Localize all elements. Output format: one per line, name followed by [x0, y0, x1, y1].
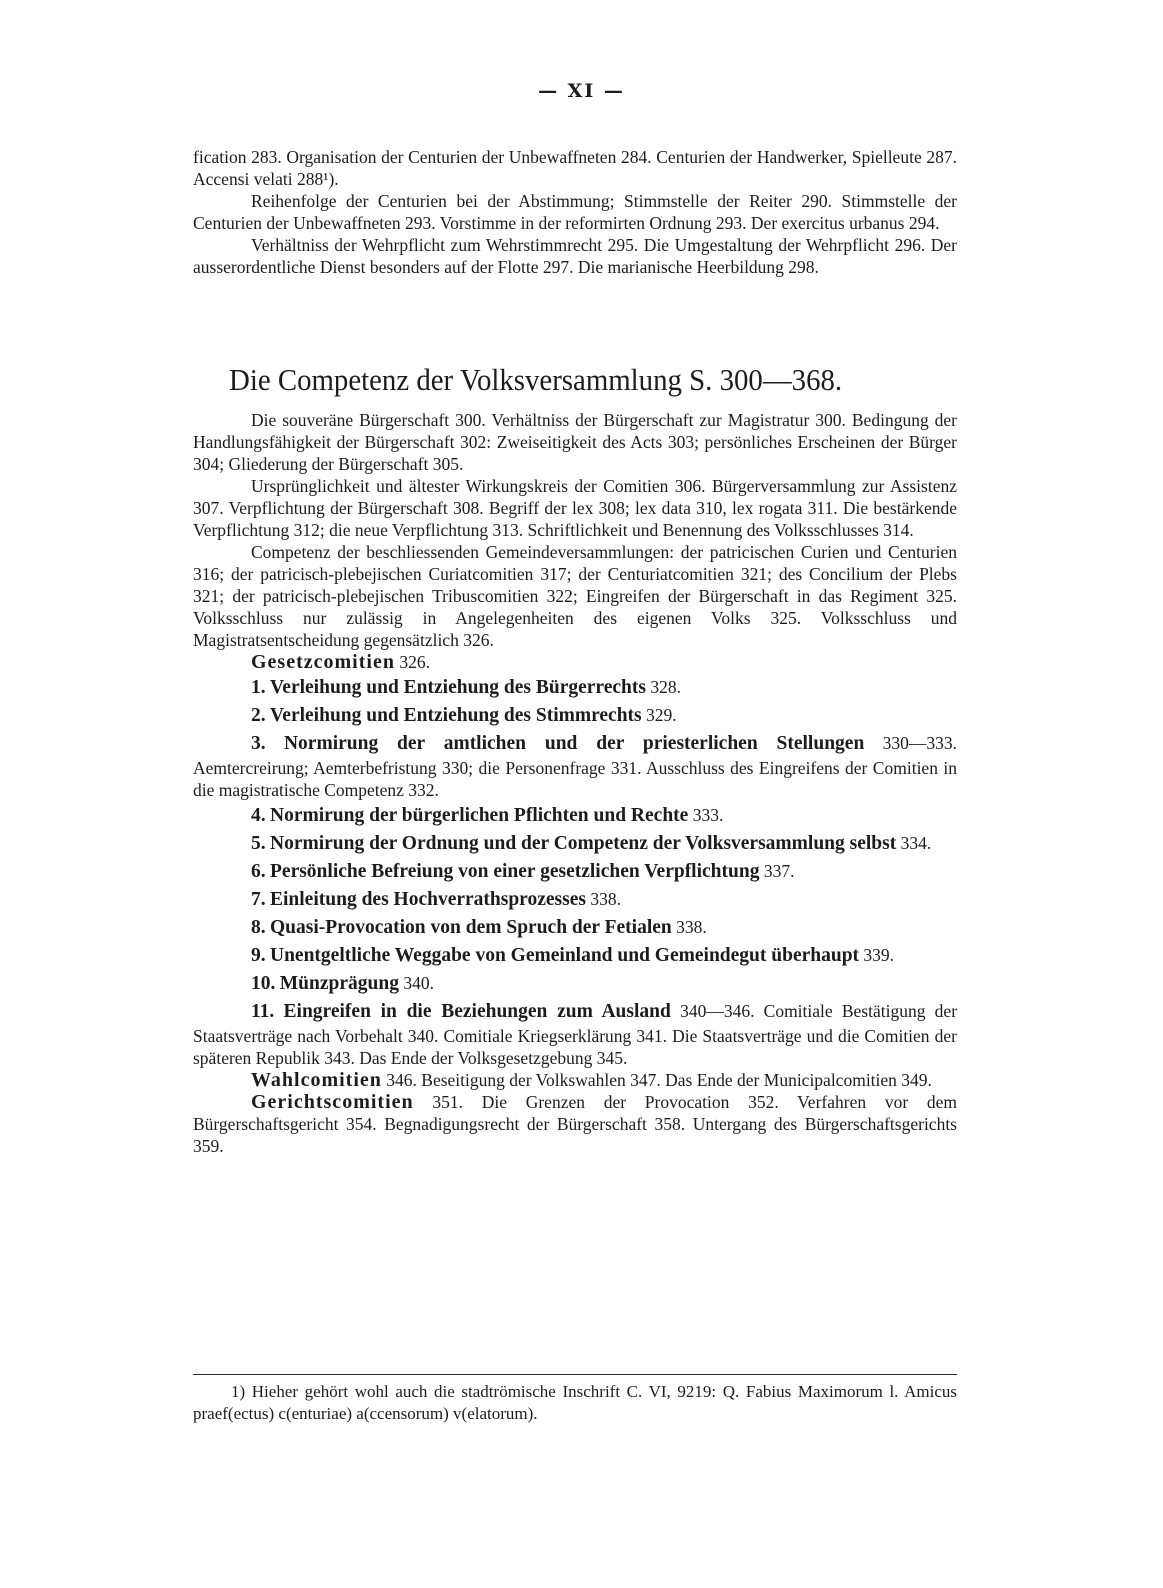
item-title: Verleihung und Entziehung des Bürgerrechts: [270, 677, 646, 698]
item-number: 9.: [251, 945, 266, 966]
item-title: Quasi-Provocation von dem Spruch der Fetialen: [270, 917, 672, 938]
numbered-item: [193, 998, 957, 1069]
numbered-item: [193, 886, 957, 913]
numbered-item: [193, 942, 957, 969]
item-title: Persönliche Befreiung von einer gesetzlichen Verpflichtung: [270, 861, 760, 882]
item-number: 11.: [251, 1001, 275, 1022]
section-heading: Die Competenz der Volksversammlung S. 300—368.: [229, 362, 843, 397]
item-title: Unentgeltliche Weggabe von Gemeinland und Gemeindegut überhaupt: [270, 945, 860, 966]
item-number: 2.: [251, 705, 266, 726]
paragraph: Verhältniss der Wehrpflicht zum Wehrstimmrecht 295. Die Umgestaltung der Wehrpflicht 296. Der ausserordentliche Dienst besonders auf der Flotte 297. Die marianische Heerbildung 298.: [193, 235, 957, 277]
paragraph: Reihenfolge der Centurien bei der Abstimmung; Stimmstelle der Reiter 290. Stimmstelle der Centurien der Unbewaffneten 293. Vorstimme in der reformirten Ordnung 293. Der exercitus urbanus 294.: [193, 191, 957, 233]
item-number: 7.: [251, 889, 266, 910]
item-text: 333.: [692, 805, 724, 825]
intro-section: [193, 146, 957, 278]
item-number: 4.: [251, 805, 266, 826]
paragraph: Die souveräne Bürgerschaft 300. Verhältniss der Bürgerschaft zur Magistratur 300. Bedingung der Handlungsfähigkeit der Bürgerschaft 302: Zweiseitigkeit des Acts 303; persönliches Erscheinen der Bürger 304; Gliederung der Bürgerschaft 305.: [193, 410, 957, 474]
paragraph: Competenz der beschliessenden Gemeindeversammlungen: der patricischen Curien und Centurien 316; der patricisch-plebejischen Curiatcomitien 317; der Centuriatcomitien 321; des Concilium der Plebs 321; der patricisch-plebejischen Tribuscomitien 322; Eingreifen der Bürgerschaft in das Regiment 325. Volksschluss nur zulässig in Angelegenheiten des eigenen Volks 325. Volksschluss und Magistratsentscheidung gegensätzlich 326.: [193, 542, 957, 650]
numbered-item: [193, 914, 957, 941]
item-text: 329.: [646, 705, 677, 725]
numbered-item: [193, 674, 957, 701]
item-number: 3.: [251, 733, 266, 754]
paragraph: Ursprünglichkeit und ältester Wirkungskreis der Comitien 306. Bürgerversammlung zur Assistenz 307. Verpflichtung der Bürgerschaft 308. Begriff der lex 308; lex data 310, lex rogata 311. Die bestärkende Verpflichtung 312; die neue Verpflichtung 313. Schriftlichkeit und Benennung des Volksschlusses 314.: [193, 476, 957, 540]
paragraph: fication 283. Organisation der Centurien der Unbewaffneten 284. Centurien der Handwerker, Spielleute 287. Accensi velati 288¹).: [193, 147, 957, 189]
item-title: Münzprägung: [279, 973, 399, 994]
numbered-item: [193, 830, 957, 857]
subsection-gerichtscomitien: [193, 1091, 957, 1157]
subsection-label: Gesetzcomitien: [251, 651, 395, 673]
item-title: Normirung der amtlichen und der priesterlichen Stellungen: [283, 733, 865, 754]
item-number: 8.: [251, 917, 266, 938]
subsection-text: 346. Beseitigung der Volkswahlen 347. Das Ende der Municipalcomitien 349.: [386, 1070, 932, 1090]
item-title: Einleitung des Hochverrathsprozesses: [270, 889, 586, 910]
footnote-divider: [193, 1374, 957, 1375]
item-text: 339.: [863, 945, 895, 965]
item-text: 330—333. Aemtercreirung; Aemterbefristung 330; die Personenfrage 331. Ausschluss des Eingreifens der Comitien in die magistratische Competenz 332.: [193, 733, 958, 800]
page-ref: 326.: [399, 652, 430, 672]
footnote-text: 1) Hieher gehört wohl auch die stadtrömische Inschrift C. VI, 9219: Q. Fabius Maximorum l. Amicus praef(ectus) c(enturiae) a(ccensorum) v(elatorum).: [193, 1382, 957, 1423]
item-title: Verleihung und Entziehung des Stimmrechts: [270, 705, 642, 726]
numbered-item: [193, 858, 957, 885]
item-number: 10.: [251, 973, 276, 994]
footnote: [193, 1381, 957, 1425]
main-section: [193, 409, 957, 1157]
subsection-label: Gerichtscomitien: [251, 1091, 414, 1113]
subsection-text: 351. Die Grenzen der Provocation 352. Verfahren vor dem Bürgerschaftsgericht 354. Begnadigungsrecht der Bürgerschaft 358. Untergang des Bürgerschaftsgerichts 359.: [193, 1092, 958, 1156]
item-title: Normirung der bürgerlichen Pflichten und Rechte: [270, 805, 689, 826]
item-text: 328.: [650, 677, 681, 697]
subsection-wahlcomitien: [193, 1069, 957, 1091]
item-text: 338.: [676, 917, 707, 937]
item-text: 340.: [403, 973, 434, 993]
item-text: 337.: [763, 861, 795, 881]
item-title: Eingreifen in die Beziehungen zum Ausland: [283, 1001, 671, 1022]
item-text: 338.: [590, 889, 621, 909]
subsection-label: Wahlcomitien: [251, 1069, 382, 1091]
numbered-item: [193, 730, 957, 801]
numbered-item: [193, 970, 957, 997]
numbered-item: [193, 802, 957, 829]
numbered-item: [193, 702, 957, 729]
page-number: — XI —: [538, 80, 625, 102]
item-text: 340—346. Comitiale Bestätigung der Staatsverträge nach Vorbehalt 340. Comitiale Kriegserklärung 341. Die Staatsverträge und die Comitien der späteren Republik 343. Das Ende der Volksgesetzgebung 345.: [193, 1001, 958, 1068]
item-text: 334.: [900, 833, 932, 853]
subsection-gesetzcomitien: [193, 651, 957, 673]
item-number: 6.: [251, 861, 266, 882]
item-number: 1.: [251, 677, 266, 698]
item-title: Normirung der Ordnung und der Competenz der Volksversammlung selbst: [270, 833, 897, 854]
item-number: 5.: [251, 833, 266, 854]
